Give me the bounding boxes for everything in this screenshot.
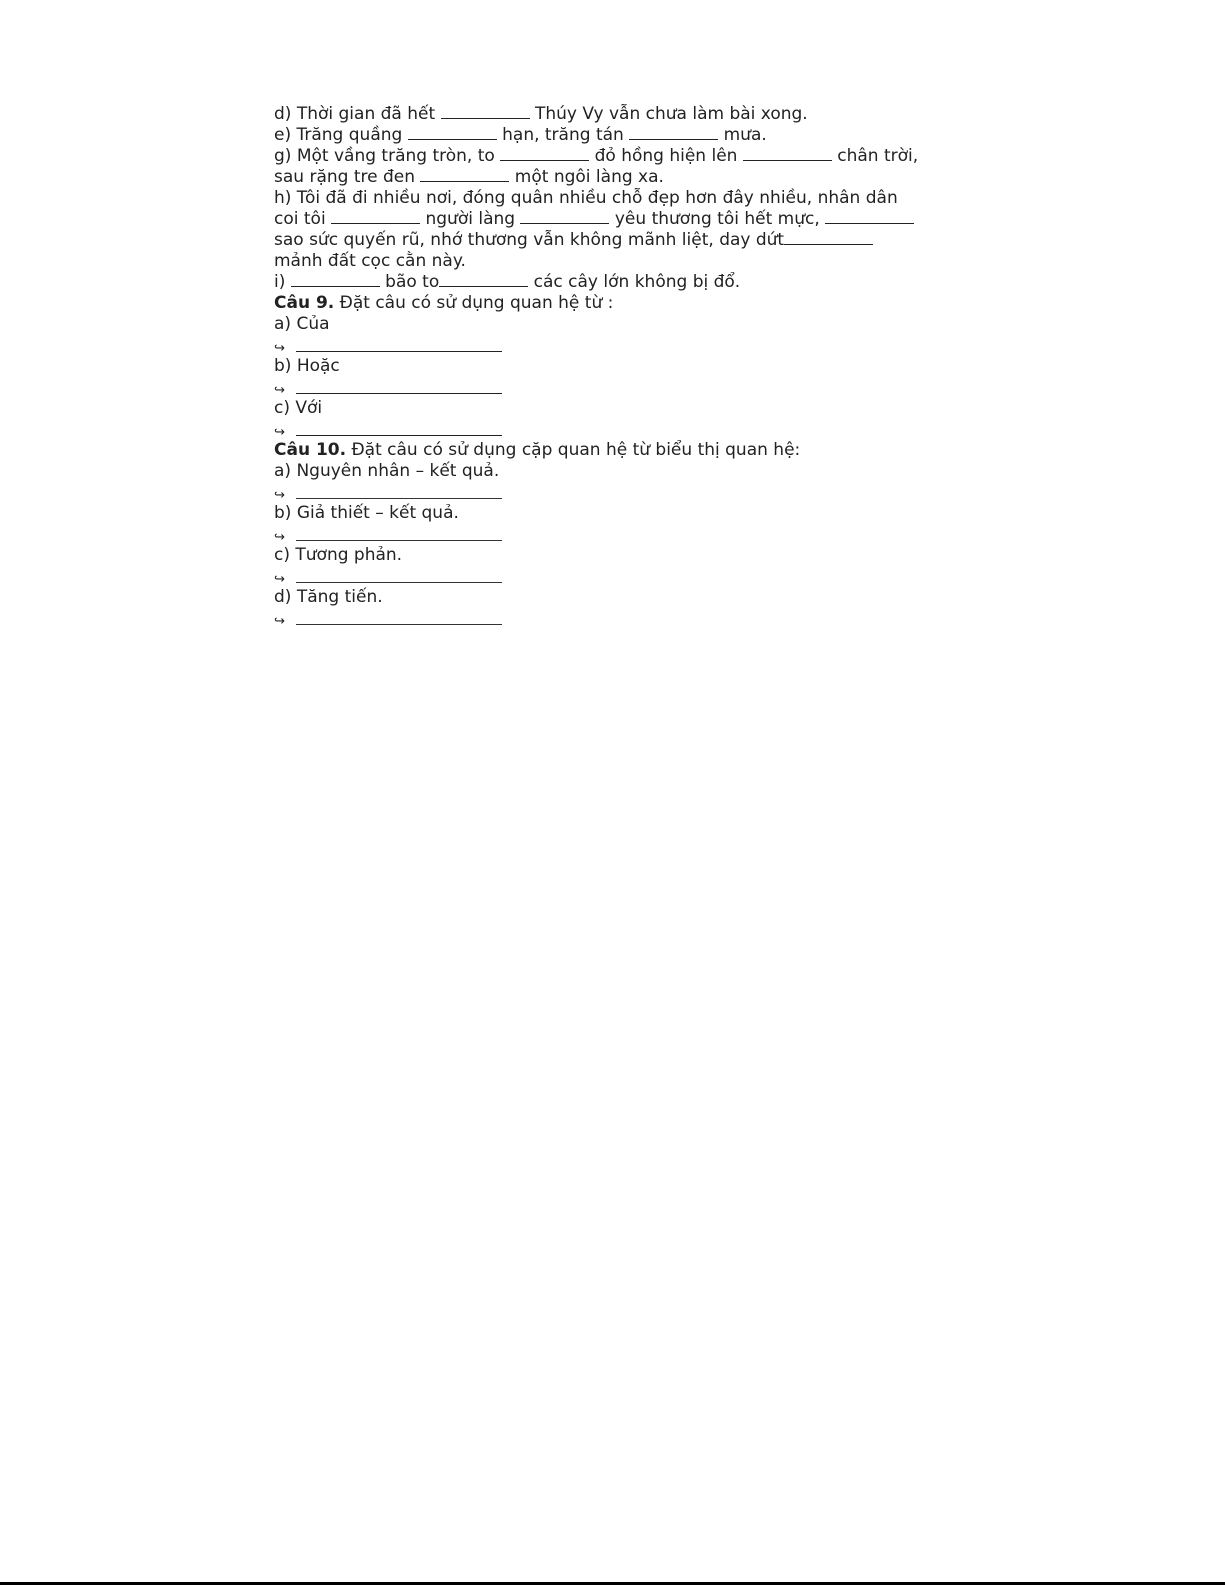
item-e: e) Trăng quầng hạn, trăng tán mưa. bbox=[274, 125, 767, 145]
item-h-line3: sao sức quyến rũ, nhớ thương vẫn không mãnh liệt, day dứt bbox=[274, 230, 964, 251]
document-body bbox=[274, 104, 964, 629]
blank bbox=[825, 209, 914, 224]
hook-arrow-icon: ↪ bbox=[274, 572, 285, 587]
hook-arrow-icon: ↪ bbox=[274, 425, 285, 440]
hook-arrow-icon: ↪ bbox=[274, 488, 285, 503]
question-10-heading: Câu 10. Đặt câu có sử dụng cặp quan hệ từ biểu thị quan hệ: bbox=[274, 440, 801, 460]
item-g-line2: sau rặng tre đen một ngôi làng xa. bbox=[274, 167, 664, 187]
answer-rule bbox=[296, 435, 502, 436]
item-h-line4: mảnh đất cọc cằn này. bbox=[274, 251, 466, 271]
answer-line bbox=[274, 608, 964, 629]
blank bbox=[784, 230, 873, 245]
answer-rule bbox=[296, 624, 502, 625]
item-h-line1: h) Tôi đã đi nhiều nơi, đóng quân nhiều chỗ đẹp hơn đây nhiều, nhân dân bbox=[274, 188, 898, 208]
question-10-item-b: b) Giả thiết – kết quả. bbox=[274, 503, 459, 523]
blank bbox=[408, 125, 497, 140]
answer-line bbox=[274, 566, 964, 587]
answer-rule bbox=[296, 393, 502, 394]
blank bbox=[291, 272, 380, 287]
blank bbox=[439, 272, 528, 287]
answer-line bbox=[274, 524, 964, 545]
question-9-item-a: a) Của bbox=[274, 314, 330, 334]
question-10-item-c: c) Tương phản. bbox=[274, 545, 403, 565]
answer-line bbox=[274, 335, 964, 356]
answer-line bbox=[274, 419, 964, 440]
answer-rule bbox=[296, 582, 502, 583]
question-10-item-a: a) Nguyên nhân – kết quả. bbox=[274, 461, 500, 481]
question-9-item-b: b) Hoặc bbox=[274, 356, 340, 376]
blank bbox=[629, 125, 718, 140]
answer-rule bbox=[296, 498, 502, 499]
item-i: i) bão to các cây lớn không bị đổ. bbox=[274, 272, 741, 292]
answer-rule bbox=[296, 351, 502, 352]
question-9-item-c: c) Với bbox=[274, 398, 323, 418]
hook-arrow-icon: ↪ bbox=[274, 341, 285, 356]
blank bbox=[441, 104, 530, 119]
item-g-line1: g) Một vầng trăng tròn, to đỏ hồng hiện lên chân trời, bbox=[274, 146, 919, 166]
item-h-line2: coi tôi người làng yêu thương tôi hết mực, bbox=[274, 209, 964, 230]
answer-line bbox=[274, 377, 964, 398]
question-10-item-d: d) Tăng tiến. bbox=[274, 587, 383, 607]
blank bbox=[500, 146, 589, 161]
item-d: d) Thời gian đã hết Thúy Vy vẫn chưa làm bài xong. bbox=[274, 104, 808, 124]
hook-arrow-icon: ↪ bbox=[274, 614, 285, 629]
blank bbox=[520, 209, 609, 224]
blank bbox=[331, 209, 420, 224]
hook-arrow-icon: ↪ bbox=[274, 383, 285, 398]
hook-arrow-icon: ↪ bbox=[274, 530, 285, 545]
answer-line bbox=[274, 482, 964, 503]
blank bbox=[743, 146, 832, 161]
blank bbox=[420, 167, 509, 182]
question-9-heading: Câu 9. Đặt câu có sử dụng quan hệ từ : bbox=[274, 293, 614, 313]
answer-rule bbox=[296, 540, 502, 541]
